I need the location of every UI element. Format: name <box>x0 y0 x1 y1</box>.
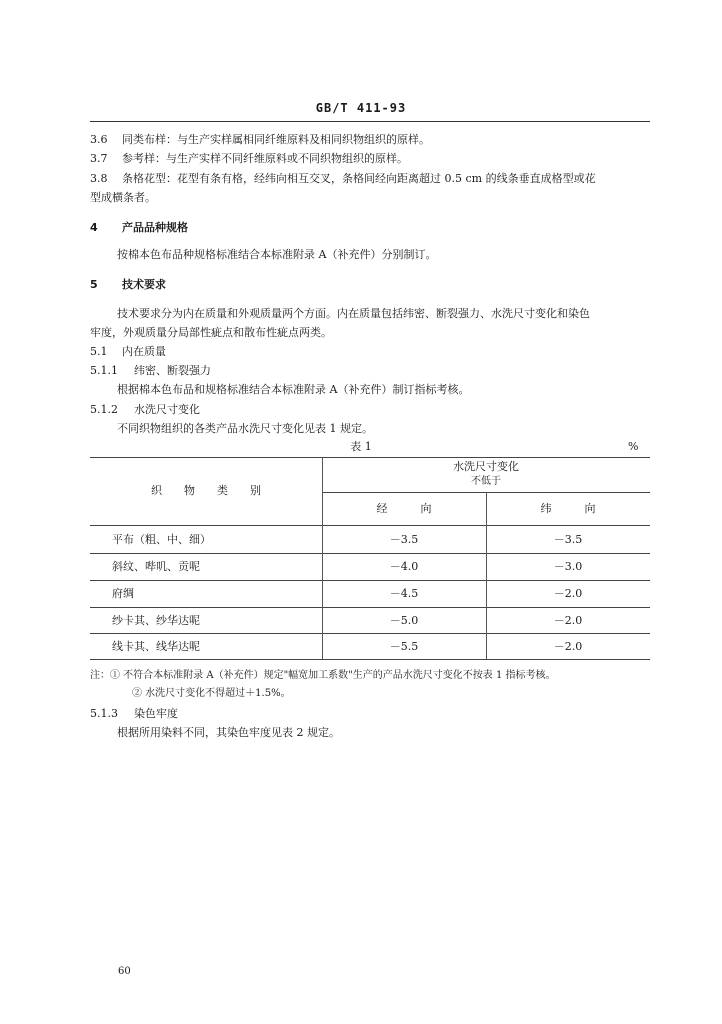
standard-code: GB/T 411-93 <box>315 101 407 115</box>
clause-text: 参考样：与生产实样不同纤维原料或不同织物组织的原样。 <box>122 152 408 165</box>
col-header-weft: 纬 向 <box>540 502 596 515</box>
section-4-heading <box>90 221 188 234</box>
col-header-group: 水洗尺寸变化 <box>453 460 519 473</box>
section-title: 内在质量 <box>122 345 166 358</box>
section-title: 产品品种规格 <box>122 221 188 234</box>
section-5-text-2: 牢度，外观质量分局部性疵点和散布性疵点两类。 <box>90 326 332 339</box>
table-unit: % <box>628 440 639 453</box>
warp-cell: －4.5 <box>389 587 419 600</box>
section-5-text-1: 技术要求分为内在质量和外观质量两个方面。内在质量包括纬密、断裂强力、水洗尺寸变化和染色 <box>117 307 590 320</box>
warp-cell: －5.0 <box>389 614 419 627</box>
warp-cell: －3.5 <box>389 533 419 546</box>
section-5-heading <box>90 278 166 291</box>
fabric-cell: 纱卡其、纱华达呢 <box>112 614 200 627</box>
section-5-1-heading <box>90 345 166 358</box>
clause-3-8 <box>90 172 596 185</box>
warp-cell: －4.0 <box>389 560 419 573</box>
page-number: 60 <box>118 966 131 977</box>
section-4-text: 按棉本色布品种规格标准结合本标准附录 A（补充件）分别制订。 <box>117 248 437 261</box>
table-top-rule <box>90 457 650 458</box>
section-number: 5.1 <box>90 345 108 358</box>
fabric-cell: 府绸 <box>112 587 134 600</box>
clause-text: 同类布样：与生产实样属相同纤维原料及相同织物组织的原样。 <box>122 133 430 146</box>
table-bottom-rule <box>90 659 650 660</box>
clause-text: 条格花型：花型有条有格，经纬向相互交叉，条格间经向距离超过 0.5 cm 的线条垂直成格型或花 <box>122 172 596 185</box>
table-row <box>90 580 650 607</box>
fabric-cell: 斜纹、哔叽、贡呢 <box>112 560 200 573</box>
section-5-1-2-heading <box>90 403 200 416</box>
section-number: 5.1.2 <box>90 403 118 416</box>
weft-cell: －2.0 <box>553 587 583 600</box>
fabric-cell: 线卡其、线华达呢 <box>112 640 200 653</box>
clause-3-8-cont: 型成横条者。 <box>90 191 156 204</box>
section-number: 5 <box>90 278 98 291</box>
clause-number: 3.6 <box>90 133 108 146</box>
table-note-2: ② 水洗尺寸变化不得超过＋1.5%。 <box>132 688 291 699</box>
col-header-sub: 不低于 <box>471 476 501 487</box>
table-row <box>90 525 650 553</box>
section-number: 5.1.3 <box>90 707 118 720</box>
table-caption: 表 1 <box>350 440 372 453</box>
clause-number: 3.7 <box>90 152 108 165</box>
table-row <box>90 633 650 659</box>
weft-cell: －3.0 <box>553 560 583 573</box>
section-title: 技术要求 <box>122 278 166 291</box>
weft-cell: －2.0 <box>553 640 583 653</box>
warp-cell: －5.5 <box>389 640 419 653</box>
section-5-1-1-text: 根据棉本色布品和规格标准结合本标准附录 A（补充件）制订指标考核。 <box>117 383 470 396</box>
clause-3-6 <box>90 133 430 146</box>
weft-cell: －2.0 <box>553 614 583 627</box>
table-note-1: 注：① 不符合本标准附录 A（补充件）规定"幅宽加工系数"生产的产品水洗尺寸变化不按表 1 指标考核。 <box>90 670 556 681</box>
section-title: 染色牢度 <box>134 707 178 720</box>
section-5-1-1-heading <box>90 364 211 377</box>
table-row <box>90 607 650 633</box>
section-number: 5.1.1 <box>90 364 118 377</box>
clause-3-7 <box>90 152 408 165</box>
col-header-fabric: 织 物 类 别 <box>151 484 261 497</box>
section-title: 纬密、断裂强力 <box>134 364 211 377</box>
header-rule <box>90 121 650 122</box>
table-1 <box>90 457 650 660</box>
clause-number: 3.8 <box>90 172 108 185</box>
weft-cell: －3.5 <box>553 533 583 546</box>
section-5-1-2-text: 不同织物组织的各类产品水洗尺寸变化见表 1 规定。 <box>117 422 373 435</box>
section-number: 4 <box>90 221 98 234</box>
table-row <box>90 553 650 580</box>
col-header-warp: 经 向 <box>376 502 432 515</box>
section-title: 水洗尺寸变化 <box>134 403 200 416</box>
section-5-1-3-heading <box>90 707 178 720</box>
fabric-cell: 平布（粗、中、细） <box>112 533 211 546</box>
section-5-1-3-text: 根据所用染料不同，其染色牢度见表 2 规定。 <box>117 726 340 739</box>
